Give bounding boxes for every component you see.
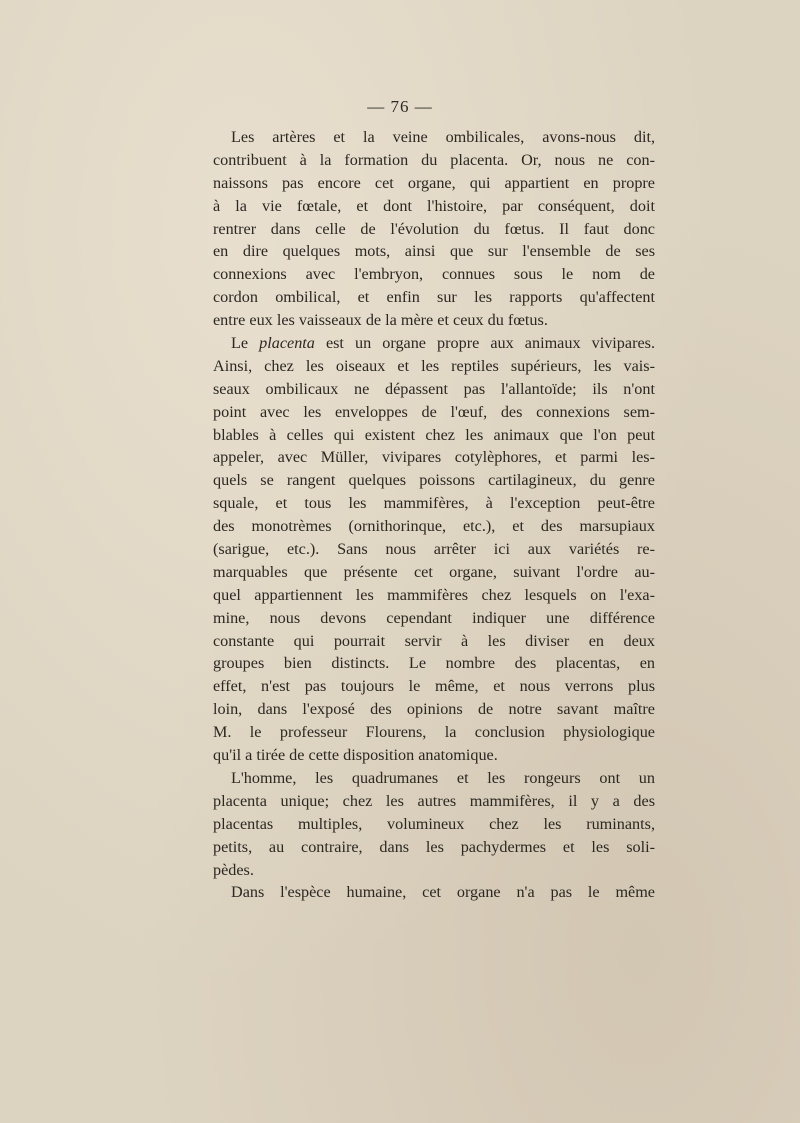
text-line: marquables que présente cet organe, suivant l'ordre au- [213, 562, 655, 581]
text-line: à la vie fœtale, et dont l'histoire, par conséquent, doit [213, 196, 655, 215]
text-line: L'homme, les quadrumanes et les rongeurs ont un [231, 768, 655, 787]
text-line: (sarigue, etc.). Sans nous arrêter ici aux variétés re- [213, 540, 655, 559]
text-line: Les artères et la veine ombilicales, avons-nous dit, [231, 128, 655, 146]
text-line: naissons pas encore cet organe, qui appartient en propre [213, 173, 655, 192]
text-line-rest: est un organe propre aux animaux vivipares. [314, 334, 655, 353]
text-line: qu'il a tirée de cette disposition anatomique. [213, 746, 498, 765]
text-line: cordon ombilical, et enfin sur les rapports qu'affectent [213, 288, 655, 307]
text-line: en dire quelques mots, ainsi que sur l'ensemble de ses [213, 242, 655, 261]
text-line: petits, au contraire, dans les pachydermes et les soli- [213, 837, 655, 856]
text-line: connexions avec l'embryon, connues sous le nom de [213, 265, 655, 284]
text-line: squale, et tous les mammifères, à l'exception peut-être [213, 494, 655, 513]
text-line: groupes bien distincts. Le nombre des placentas, en [213, 654, 655, 673]
text-line: effet, n'est pas toujours le même, et nous verrons plus [213, 677, 655, 696]
text-line: Ainsi, chez les oiseaux et les reptiles supérieurs, les vais- [213, 356, 655, 375]
text-line: appeler, avec Müller, vivipares cotylèphores, et parmi les- [213, 448, 655, 467]
text-line: contribuent à la formation du placenta. Or, nous ne con- [213, 150, 655, 169]
text-line: quel appartiennent les mammifères chez lesquels on l'exa- [213, 585, 655, 604]
text-line: des monotrèmes (ornithorinque, etc.), et des marsupiaux [213, 517, 655, 536]
text-line: mine, nous devons cependant indiquer une différence [213, 608, 655, 627]
emphasized-term: placenta [259, 334, 315, 353]
text-line [213, 332, 655, 355]
text-line: quels se rangent quelques poissons cartilagineux, du genre [213, 471, 655, 490]
text-line: seaux ombilicaux ne dépassent pas l'allantoïde; ils n'ont [213, 379, 655, 398]
text-line: placentas multiples, volumineux chez les ruminants, [213, 814, 655, 833]
body-text [213, 126, 655, 904]
text-line: placenta unique; chez les autres mammifères, il y a des [213, 791, 655, 810]
text-line: M. le professeur Flourens, la conclusion physiologique [213, 723, 655, 742]
text-line: loin, dans l'exposé des opinions de notre savant maître [213, 700, 655, 719]
text-line: rentrer dans celle de l'évolution du fœtus. Il faut donc [213, 219, 655, 238]
page-number: — 76 — [367, 97, 433, 116]
text-line: entre eux les vaisseaux de la mère et ceux du fœtus. [213, 311, 548, 330]
text-line-prefix: Le [231, 334, 260, 353]
text-line: pèdes. [213, 860, 254, 879]
text-line: Dans l'espèce humaine, cet organe n'a pas le même [231, 883, 655, 902]
text-line: point avec les enveloppes de l'œuf, des connexions sem- [213, 402, 655, 421]
text-line: constante qui pourrait servir à les diviser en deux [213, 631, 655, 650]
text-line: blables à celles qui existent chez les animaux que l'on peut [213, 425, 655, 444]
